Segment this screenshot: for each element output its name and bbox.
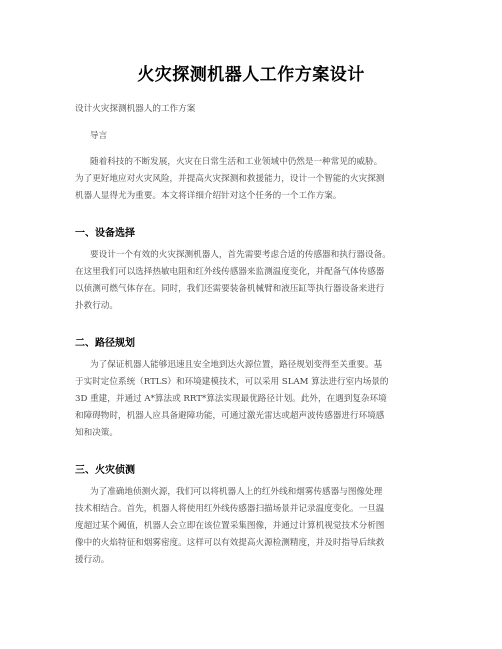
- section-line: 在这里我们可以选择热敏电阻和红外线传感器来监测温度变化，并配备气体传感器: [75, 267, 385, 277]
- section-line: 度超过某个阈值，机器人会立即在该位置采集图像，并通过计算机视觉技术分析图: [75, 521, 385, 531]
- section-line: 和障碍物时，机器人应具备避障功能，可通过激光雷达或超声波传感器进行环境感: [75, 411, 385, 421]
- section-heading-fire-detection: 三、火灾侦测: [75, 465, 135, 476]
- section-line: 于实时定位系统（RTLS）和环境建模技术，可以采用 SLAM 算法进行室内场景的: [75, 377, 389, 387]
- document-title: 火灾探测机器人工作方案设计: [137, 65, 365, 85]
- section-line: 3D 重建，并通过 A*算法或 RRT*算法实现最优路径计划。此外，在遇到复杂环境: [75, 394, 387, 404]
- intro-line: 随着科技的不断发展，火灾在日常生活和工业领域中仍然是一种常见的威胁。: [90, 157, 383, 167]
- section-line: 要设计一个有效的火灾探测机器人，首先需要考虑合适的传感器和执行器设备。: [90, 250, 391, 260]
- document-subtitle: 设计火灾探测机器人的工作方案: [75, 104, 196, 114]
- section-line: 为了保证机器人能够迅速且安全地到达火源位置，路径规划变得至关重要。基: [90, 360, 383, 370]
- section-heading-equipment: 一、设备选择: [75, 228, 135, 239]
- section-line: 为了准确地侦测火源，我们可以将机器人上的红外线和烟雾传感器与图像处理: [90, 487, 383, 497]
- section-heading-path-planning: 二、路径规划: [75, 338, 135, 349]
- section-line: 知和决策。: [75, 428, 118, 438]
- section-line: 扑救行动。: [75, 301, 118, 311]
- section-line: 技术相结合。首先，机器人将使用红外线传感器扫描场景并记录温度变化。一旦温: [75, 504, 385, 514]
- intro-label: 导言: [90, 131, 108, 141]
- intro-line: 为了更好地应对火灾风险，并提高火灾探测和救援能力，设计一个智能的火灾探测: [75, 174, 385, 184]
- section-line: 援行动。: [75, 555, 110, 565]
- section-line: 像中的火焰特征和烟雾密度。这样可以有效提高火源检测精度，并及时指导后续救: [75, 538, 385, 548]
- section-line: 以侦测可燃气体存在。同时，我们还需要装备机械臂和液压缸等执行器设备来进行: [75, 284, 385, 294]
- intro-line: 机器人显得尤为重要。本文将详细介绍针对这个任务的一个工作方案。: [75, 191, 342, 201]
